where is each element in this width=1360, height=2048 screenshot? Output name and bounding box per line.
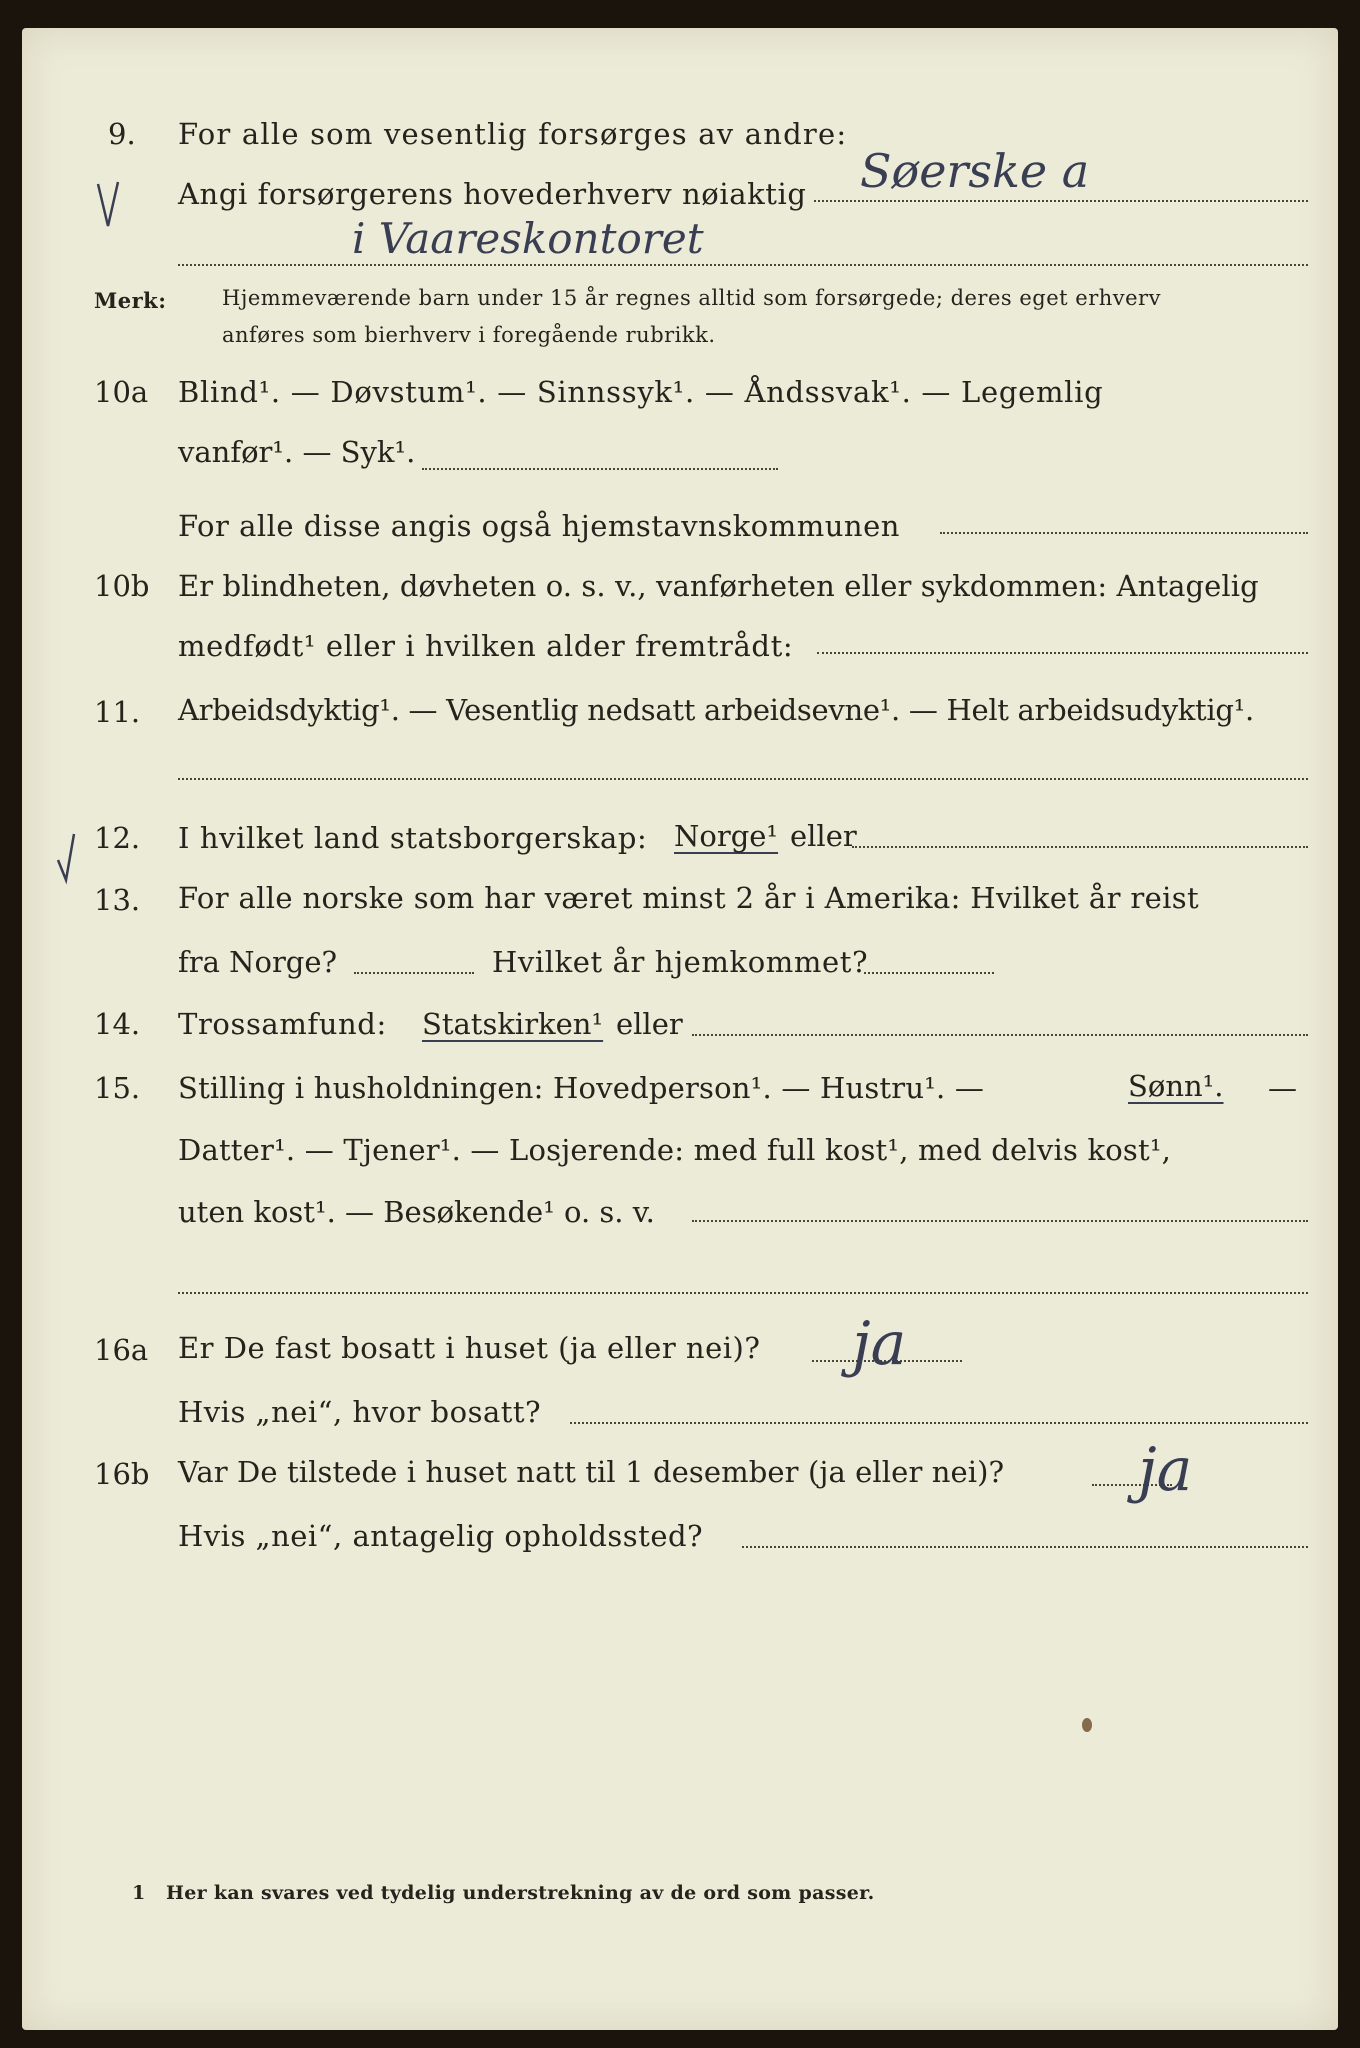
q9-line1: For alle som vesentlig forsørges av andre: <box>178 117 848 151</box>
q15-line2: Datter¹. — Tjener¹. — Losjerende: med full kost¹, med delvis kost¹, <box>178 1133 1172 1167</box>
q16b-line1: Var De tilstede i huset natt til 1 desember (ja eller nei)? <box>178 1455 1005 1489</box>
footnote-text: Her kan svares ved tydelig understrekning av de ord som passer. <box>166 1882 875 1904</box>
q12-option-norge: Norge¹ <box>674 819 779 853</box>
q15-line3: uten kost¹. — Besøkende¹ o. s. v. <box>178 1195 655 1229</box>
q11-line1: Arbeidsdyktig¹. — Vesentlig nedsatt arbeidsevne¹. — Helt arbeidsudyktig¹. <box>178 693 1254 727</box>
q10b-line1: Er blindheten, døvheten o. s. v., vanførheten eller sykdommen: Antagelig <box>178 569 1259 603</box>
q9-handwritten-answer-1: Søerske a <box>860 144 1090 198</box>
merk-line1: Hjemmeværende barn under 15 år regnes alltid som forsørgede; deres eget erhverv <box>222 286 1161 310</box>
q9-line2: Angi forsørgerens hovederhverv nøiaktig <box>178 177 807 211</box>
q10a-dotted-line-2 <box>940 532 1308 534</box>
check-mark-q12 <box>52 828 92 888</box>
q16a-number: 16a <box>94 1333 149 1367</box>
q10a-number: 10a <box>94 375 149 409</box>
q14-option-statskirken: Statskirken¹ <box>422 1007 604 1041</box>
q9-dotted-line-1 <box>814 200 1308 202</box>
merk-label: Merk: <box>94 288 167 313</box>
q16a-line2: Hvis „nei“, hvor bosatt? <box>178 1395 542 1429</box>
footnote-mark: 1 <box>132 1882 146 1904</box>
q10b-line2: medfødt¹ eller i hvilken alder fremtrådt: <box>178 629 794 663</box>
q15-dotted-line-2 <box>178 1292 1308 1294</box>
q14-dotted-line <box>692 1034 1308 1036</box>
q16a-line1: Er De fast bosatt i huset (ja eller nei)? <box>178 1331 761 1365</box>
q10b-dotted-line <box>817 652 1308 654</box>
q12-prefix: I hvilket land statsborgerskap: <box>178 821 648 855</box>
q12-dotted-line <box>852 846 1308 848</box>
q10a-line3: For alle disse angis også hjemstavnskommunen <box>178 509 900 543</box>
q16a-handwritten-answer: ja <box>852 1309 907 1379</box>
q16a-dotted-line-2 <box>570 1422 1308 1424</box>
q16b-handwritten-answer: ja <box>1138 1435 1193 1505</box>
q14-prefix: Trossamfund: <box>178 1007 387 1041</box>
q9-dotted-line-2 <box>178 264 1308 266</box>
q15-option-sonn: Sønn¹. <box>1128 1069 1224 1103</box>
q15-line1b: — <box>1268 1071 1297 1105</box>
check-mark-q9 <box>94 178 134 238</box>
q14-suffix: eller <box>616 1007 683 1041</box>
q9-number: 9. <box>108 117 136 151</box>
census-form-page <box>22 28 1338 2030</box>
q13-line1: For alle norske som har været minst 2 år i Amerika: Hvilket år reist <box>178 881 1199 915</box>
merk-line2: anføres som bierhverv i foregående rubrikk. <box>222 323 716 347</box>
q13-line2b: Hvilket år hjemkommet? <box>492 945 869 979</box>
q14-number: 14. <box>94 1007 141 1041</box>
q9-handwritten-answer-2: i Vaareskontoret <box>352 214 704 263</box>
q12-suffix: eller <box>790 819 857 853</box>
q12-number: 12. <box>94 821 141 855</box>
q13-line2a: fra Norge? <box>178 945 338 979</box>
q10b-number: 10b <box>94 569 150 603</box>
q10a-line2: vanfør¹. — Syk¹. <box>178 435 416 469</box>
q15-dotted-line-1 <box>692 1220 1308 1222</box>
ink-spot <box>1082 1718 1092 1732</box>
q16b-number: 16b <box>94 1457 150 1491</box>
q16b-line2: Hvis „nei“, antagelig opholdssted? <box>178 1519 704 1553</box>
q13-dotted-line-1 <box>354 972 474 974</box>
q11-dotted-line <box>178 778 1308 780</box>
q13-number: 13. <box>94 883 141 917</box>
q10a-dotted-line-1 <box>422 468 778 470</box>
q16b-dotted-line-2 <box>742 1546 1308 1548</box>
q15-number: 15. <box>94 1071 141 1105</box>
q11-number: 11. <box>94 695 141 729</box>
q15-line1a: Stilling i husholdningen: Hovedperson¹. — Hustru¹. — <box>178 1071 985 1105</box>
q13-dotted-line-2 <box>864 972 994 974</box>
q10a-line1: Blind¹. — Døvstum¹. — Sinnssyk¹. — Åndssvak¹. — Legemlig <box>178 375 1104 409</box>
